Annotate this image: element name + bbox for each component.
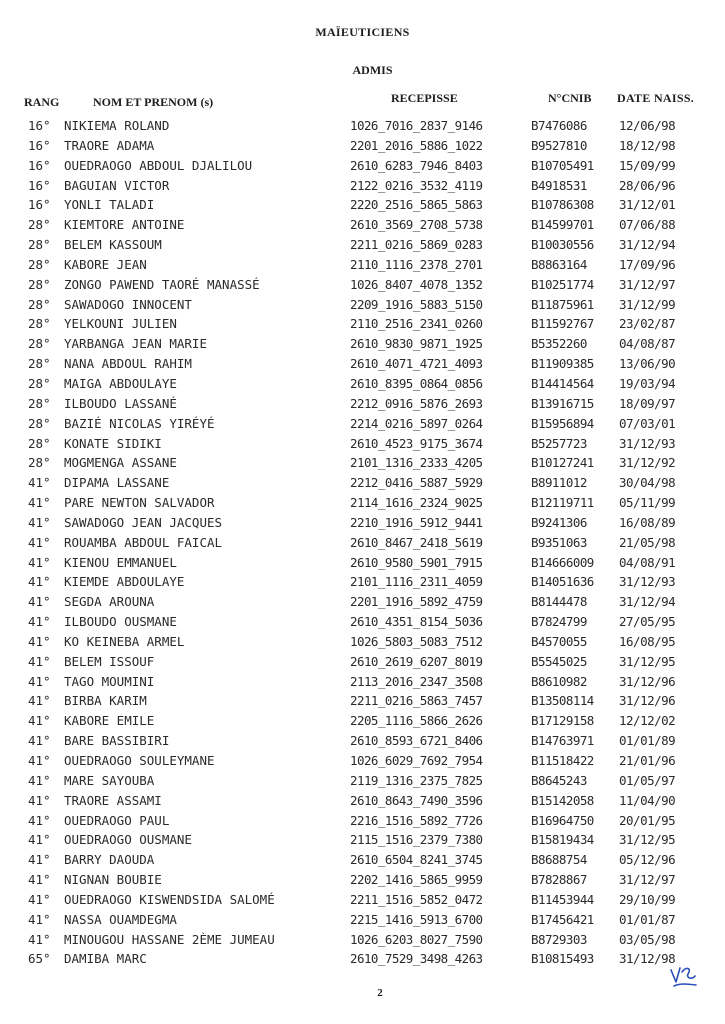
cnib-cell: B17456421 (531, 911, 594, 927)
name-cell: DIPAMA LASSANE (64, 475, 170, 491)
rank-cell: 41° (28, 673, 51, 689)
name-cell: KABORE EMILE (64, 713, 155, 729)
birthdate-cell: 31/12/99 (619, 296, 676, 312)
cnib-cell: B8729303 (531, 931, 587, 947)
rank-cell: 41° (28, 832, 51, 848)
recepisse-cell: 1026_6203_8027_7590 (350, 931, 483, 947)
table-row (0, 453, 725, 473)
cnib-cell: B8863164 (531, 256, 587, 272)
table-row (0, 116, 725, 136)
cnib-cell: B8911012 (531, 475, 587, 491)
birthdate-cell: 23/02/87 (619, 316, 676, 332)
name-cell: OUEDRAOGO SOULEYMANE (64, 753, 215, 768)
table-row (0, 652, 725, 672)
table-row (0, 592, 725, 612)
rank-cell: 41° (28, 753, 51, 768)
recepisse-cell: 1026_5803_5083_7512 (350, 633, 483, 649)
recepisse-cell: 2610_4071_4721_4093 (350, 356, 483, 372)
document-title: MAÏEUTICIENS (315, 25, 410, 39)
name-cell: YARBANGA JEAN MARIE (64, 336, 207, 352)
cnib-cell: B11518422 (531, 753, 594, 768)
birthdate-cell: 04/08/91 (619, 554, 676, 570)
recepisse-cell: 2211_0216_5863_7457 (350, 693, 483, 709)
birthdate-cell: 05/12/96 (619, 852, 676, 868)
rank-cell: 41° (28, 475, 51, 491)
rank-cell: 16° (28, 137, 51, 153)
recepisse-cell: 2212_0416_5887_5929 (350, 475, 483, 491)
cnib-cell: B13916715 (531, 395, 594, 411)
birthdate-cell: 07/03/01 (619, 415, 676, 431)
rank-cell: 41° (28, 772, 51, 788)
recepisse-cell: 2215_1416_5913_6700 (350, 911, 483, 927)
table-row (0, 354, 725, 374)
rank-cell: 28° (28, 256, 51, 272)
rank-cell: 28° (28, 455, 51, 471)
name-cell: ILBOUDO OUSMANE (64, 614, 177, 630)
rank-cell: 16° (28, 197, 51, 213)
cnib-cell: B12119711 (531, 495, 594, 511)
birthdate-cell: 30/04/98 (619, 475, 676, 491)
birthdate-cell: 16/08/89 (619, 514, 676, 530)
birthdate-cell: 12/06/98 (619, 118, 676, 133)
name-cell: KIEMTORE ANTOINE (64, 217, 185, 233)
rank-cell: 28° (28, 276, 51, 292)
name-cell: ZONGO PAWEND TAORÉ MANASSÉ (64, 276, 260, 292)
recepisse-cell: 2113_2016_2347_3508 (350, 673, 483, 689)
cnib-cell: B5352260 (531, 336, 587, 352)
rank-cell: 41° (28, 812, 51, 828)
name-cell: BIRBA KARIM (64, 693, 147, 709)
recepisse-cell: 2122_0216_3532_4119 (350, 177, 483, 193)
name-cell: ROUAMBA ABDOUL FAICAL (64, 534, 223, 550)
birthdate-cell: 31/12/97 (619, 276, 676, 292)
rank-cell: 41° (28, 872, 51, 888)
recepisse-cell: 1026_8407_4078_1352 (350, 276, 483, 292)
name-cell: SAWADOGO JEAN JACQUES (64, 514, 223, 530)
birthdate-cell: 18/12/98 (619, 137, 676, 153)
rank-cell: 65° (28, 951, 51, 967)
rank-cell: 41° (28, 653, 51, 669)
table-row (0, 910, 725, 930)
birthdate-cell: 05/11/99 (619, 495, 676, 511)
birthdate-cell: 21/05/98 (619, 534, 676, 550)
birthdate-cell: 31/12/95 (619, 653, 676, 669)
table-row (0, 156, 725, 176)
rank-cell: 41° (28, 534, 51, 550)
table-row (0, 672, 725, 692)
recepisse-cell: 2610_8395_0864_0856 (350, 375, 483, 391)
cnib-cell: B8645243 (531, 772, 587, 788)
recepisse-cell: 2101_1316_2333_4205 (350, 455, 483, 471)
rank-cell: 28° (28, 395, 51, 411)
birthdate-cell: 31/12/94 (619, 237, 676, 253)
birthdate-cell: 15/09/99 (619, 157, 676, 173)
rank-cell: 41° (28, 495, 51, 511)
recepisse-cell: 2205_1116_5866_2626 (350, 713, 483, 729)
name-cell: SAWADOGO INNOCENT (64, 296, 192, 312)
table-row (0, 414, 725, 434)
table-row (0, 255, 725, 275)
birthdate-cell: 13/06/90 (619, 356, 676, 372)
table-row (0, 791, 725, 811)
recepisse-cell: 2110_2516_2341_0260 (350, 316, 483, 332)
recepisse-cell: 2209_1916_5883_5150 (350, 296, 483, 312)
cnib-cell: B7828867 (531, 872, 587, 888)
cnib-cell: B10251774 (531, 276, 594, 292)
cnib-cell: B11909385 (531, 356, 594, 372)
cnib-cell: B15819434 (531, 832, 594, 848)
cnib-cell: B8688754 (531, 852, 587, 868)
table-row (0, 275, 725, 295)
name-cell: TAGO MOUMINI (64, 673, 155, 689)
cnib-cell: B16964750 (531, 812, 594, 828)
recepisse-cell: 2610_6283_7946_8403 (350, 157, 483, 173)
table-row (0, 830, 725, 850)
recepisse-cell: 2201_2016_5886_1022 (350, 137, 483, 153)
cnib-cell: B8144478 (531, 594, 587, 610)
birthdate-cell: 03/05/98 (619, 931, 676, 947)
name-cell: BELEM ISSOUF (64, 653, 155, 669)
recepisse-cell: 2110_1116_2378_2701 (350, 256, 483, 272)
name-cell: MARE SAYOUBA (64, 772, 155, 788)
column-header-date: DATE NAISS. (617, 91, 695, 105)
rank-cell: 28° (28, 336, 51, 352)
table-row (0, 553, 725, 573)
recepisse-cell: 2101_1116_2311_4059 (350, 574, 483, 590)
name-cell: TRAORE ADAMA (64, 137, 155, 153)
cnib-cell: B5545025 (531, 653, 587, 669)
recepisse-cell: 2610_4523_9175_3674 (350, 435, 483, 451)
cnib-cell: B7476086 (531, 118, 587, 133)
birthdate-cell: 28/06/96 (619, 177, 676, 193)
table-row (0, 612, 725, 632)
admitted-list (0, 116, 725, 969)
rank-cell: 41° (28, 931, 51, 947)
table-row (0, 751, 725, 771)
cnib-cell: B14414564 (531, 375, 594, 391)
rank-cell: 41° (28, 733, 51, 749)
table-row (0, 513, 725, 533)
name-cell: OUEDRAOGO PAUL (64, 812, 170, 828)
cnib-cell: B15142058 (531, 792, 594, 808)
birthdate-cell: 17/09/96 (619, 256, 676, 272)
table-row (0, 850, 725, 870)
name-cell: NANA ABDOUL RAHIM (64, 356, 192, 372)
recepisse-cell: 2115_1516_2379_7380 (350, 832, 483, 848)
table-row (0, 691, 725, 711)
birthdate-cell: 11/04/90 (619, 792, 676, 808)
cnib-cell: B7824799 (531, 614, 587, 630)
rank-cell: 28° (28, 296, 51, 312)
birthdate-cell: 31/12/96 (619, 673, 676, 689)
name-cell: YONLI TALADI (64, 197, 155, 213)
recepisse-cell: 2214_0216_5897_0264 (350, 415, 483, 431)
rank-cell: 41° (28, 792, 51, 808)
cnib-cell: B14763971 (531, 733, 594, 749)
rank-cell: 41° (28, 554, 51, 570)
table-row (0, 711, 725, 731)
rank-cell: 16° (28, 177, 51, 193)
column-header-rang: RANG (24, 95, 60, 109)
name-cell: MOGMENGA ASSANE (64, 455, 177, 471)
birthdate-cell: 04/08/87 (619, 336, 676, 352)
rank-cell: 28° (28, 435, 51, 451)
rank-cell: 41° (28, 891, 51, 907)
name-cell: MAIGA ABDOULAYE (64, 375, 177, 391)
name-cell: NASSA OUAMDEGMA (64, 911, 177, 927)
table-row (0, 434, 725, 454)
handwritten-initials-icon (668, 962, 698, 990)
recepisse-cell: 2610_6504_8241_3745 (350, 852, 483, 868)
recepisse-cell: 2610_8467_2418_5619 (350, 534, 483, 550)
birthdate-cell: 01/05/97 (619, 772, 676, 788)
cnib-cell: B4918531 (531, 177, 587, 193)
recepisse-cell: 1026_6029_7692_7954 (350, 753, 483, 768)
page-number: 2 (377, 987, 383, 999)
name-cell: KIEMDE ABDOULAYE (64, 574, 185, 590)
table-row (0, 176, 725, 196)
cnib-cell: B10030556 (531, 237, 594, 253)
birthdate-cell: 29/10/99 (619, 891, 676, 907)
birthdate-cell: 31/12/98 (619, 951, 676, 967)
table-row (0, 533, 725, 553)
recepisse-cell: 2610_9830_9871_1925 (350, 336, 483, 352)
table-row (0, 334, 725, 354)
recepisse-cell: 2610_2619_6207_8019 (350, 653, 483, 669)
name-cell: MINOUGOU HASSANE 2ÈME JUMEAU (64, 931, 275, 947)
recepisse-cell: 2216_1516_5892_7726 (350, 812, 483, 828)
birthdate-cell: 21/01/96 (619, 753, 676, 768)
name-cell: SEGDA AROUNA (64, 594, 155, 610)
name-cell: BARRY DAOUDA (64, 852, 155, 868)
document-subtitle: ADMIS (352, 63, 393, 77)
table-row (0, 870, 725, 890)
name-cell: BAZIÉ NICOLAS YIRÉYÉ (64, 415, 215, 431)
recepisse-cell: 2202_1416_5865_9959 (350, 872, 483, 888)
cnib-cell: B10815493 (531, 951, 594, 967)
rank-cell: 41° (28, 852, 51, 868)
rank-cell: 41° (28, 514, 51, 530)
birthdate-cell: 12/12/02 (619, 713, 676, 729)
cnib-cell: B11453944 (531, 891, 594, 907)
table-row (0, 394, 725, 414)
name-cell: YELKOUNI JULIEN (64, 316, 177, 332)
column-header-nom: NOM ET PRENOM (s) (93, 95, 214, 109)
rank-cell: 28° (28, 316, 51, 332)
cnib-cell: B10127241 (531, 455, 594, 471)
name-cell: KABORE JEAN (64, 256, 147, 272)
birthdate-cell: 31/12/92 (619, 455, 676, 471)
birthdate-cell: 31/12/94 (619, 594, 676, 610)
name-cell: KIENOU EMMANUEL (64, 554, 177, 570)
cnib-cell: B10705491 (531, 157, 594, 173)
birthdate-cell: 20/01/95 (619, 812, 676, 828)
birthdate-cell: 18/09/97 (619, 395, 676, 411)
birthdate-cell: 31/12/01 (619, 197, 676, 213)
cnib-cell: B15956894 (531, 415, 594, 431)
recepisse-cell: 2211_1516_5852_0472 (350, 891, 483, 907)
birthdate-cell: 27/05/95 (619, 614, 676, 630)
recepisse-cell: 2610_8593_6721_8406 (350, 733, 483, 749)
name-cell: PARE NEWTON SALVADOR (64, 495, 215, 511)
table-row (0, 632, 725, 652)
rank-cell: 41° (28, 633, 51, 649)
rank-cell: 41° (28, 911, 51, 927)
birthdate-cell: 31/12/95 (619, 832, 676, 848)
table-row (0, 136, 725, 156)
table-row (0, 890, 725, 910)
table-row (0, 314, 725, 334)
cnib-cell: B11875961 (531, 296, 594, 312)
recepisse-cell: 2212_0916_5876_2693 (350, 395, 483, 411)
recepisse-cell: 2610_8643_7490_3596 (350, 792, 483, 808)
rank-cell: 28° (28, 356, 51, 372)
cnib-cell: B14051636 (531, 574, 594, 590)
cnib-cell: B14599701 (531, 217, 594, 233)
table-row (0, 811, 725, 831)
name-cell: OUEDRAOGO ABDOUL DJALILOU (64, 157, 253, 173)
rank-cell: 41° (28, 693, 51, 709)
name-cell: DAMIBA MARC (64, 951, 147, 967)
table-row (0, 572, 725, 592)
table-row (0, 295, 725, 315)
column-header-recepisse: RECEPISSE (391, 91, 458, 105)
recepisse-cell: 2119_1316_2375_7825 (350, 772, 483, 788)
rank-cell: 41° (28, 713, 51, 729)
rank-cell: 41° (28, 574, 51, 590)
birthdate-cell: 16/08/95 (619, 633, 676, 649)
name-cell: KONATE SIDIKI (64, 435, 162, 451)
table-row (0, 731, 725, 751)
birthdate-cell: 31/12/93 (619, 574, 676, 590)
birthdate-cell: 31/12/97 (619, 872, 676, 888)
cnib-cell: B14666009 (531, 554, 594, 570)
cnib-cell: B5257723 (531, 435, 587, 451)
table-row (0, 930, 725, 950)
rank-cell: 28° (28, 217, 51, 233)
recepisse-cell: 2610_3569_2708_5738 (350, 217, 483, 233)
rank-cell: 41° (28, 614, 51, 630)
table-row (0, 771, 725, 791)
cnib-cell: B4570055 (531, 633, 587, 649)
birthdate-cell: 07/06/88 (619, 217, 676, 233)
rank-cell: 28° (28, 415, 51, 431)
name-cell: KO KEINEBA ARMEL (64, 633, 185, 649)
cnib-cell: B9241306 (531, 514, 587, 530)
birthdate-cell: 19/03/94 (619, 375, 676, 391)
recepisse-cell: 2201_1916_5892_4759 (350, 594, 483, 610)
cnib-cell: B9351063 (531, 534, 587, 550)
name-cell: NIKIEMA ROLAND (64, 118, 170, 133)
name-cell: BELEM KASSOUM (64, 237, 162, 253)
cnib-cell: B17129158 (531, 713, 594, 729)
recepisse-cell: 2211_0216_5869_0283 (350, 237, 483, 253)
name-cell: OUEDRAOGO KISWENDSIDA SALOMÉ (64, 891, 275, 907)
cnib-cell: B9527810 (531, 137, 587, 153)
rank-cell: 41° (28, 594, 51, 610)
column-header-cnib: N°CNIB (548, 91, 592, 105)
name-cell: NIGNAN BOUBIE (64, 872, 162, 888)
name-cell: ILBOUDO LASSANÉ (64, 395, 177, 411)
recepisse-cell: 2610_4351_8154_5036 (350, 614, 483, 630)
cnib-cell: B13508114 (531, 693, 594, 709)
cnib-cell: B10786308 (531, 197, 594, 213)
rank-cell: 28° (28, 375, 51, 391)
recepisse-cell: 2114_1616_2324_9025 (350, 495, 483, 511)
birthdate-cell: 01/01/87 (619, 911, 676, 927)
recepisse-cell: 2610_7529_3498_4263 (350, 951, 483, 967)
rank-cell: 16° (28, 118, 51, 133)
name-cell: BAGUIAN VICTOR (64, 177, 170, 193)
table-row (0, 949, 725, 969)
table-row (0, 473, 725, 493)
name-cell: BARE BASSIBIRI (64, 733, 170, 749)
table-row (0, 235, 725, 255)
recepisse-cell: 1026_7016_2837_9146 (350, 118, 483, 133)
recepisse-cell: 2610_9580_5901_7915 (350, 554, 483, 570)
rank-cell: 16° (28, 157, 51, 173)
rank-cell: 28° (28, 237, 51, 253)
table-row (0, 374, 725, 394)
table-row (0, 215, 725, 235)
birthdate-cell: 31/12/93 (619, 435, 676, 451)
table-row (0, 493, 725, 513)
cnib-cell: B8610982 (531, 673, 587, 689)
table-row (0, 195, 725, 215)
recepisse-cell: 2210_1916_5912_9441 (350, 514, 483, 530)
birthdate-cell: 01/01/89 (619, 733, 676, 749)
name-cell: TRAORE ASSAMI (64, 792, 162, 808)
cnib-cell: B11592767 (531, 316, 594, 332)
recepisse-cell: 2220_2516_5865_5863 (350, 197, 483, 213)
birthdate-cell: 31/12/96 (619, 693, 676, 709)
name-cell: OUEDRAOGO OUSMANE (64, 832, 192, 848)
